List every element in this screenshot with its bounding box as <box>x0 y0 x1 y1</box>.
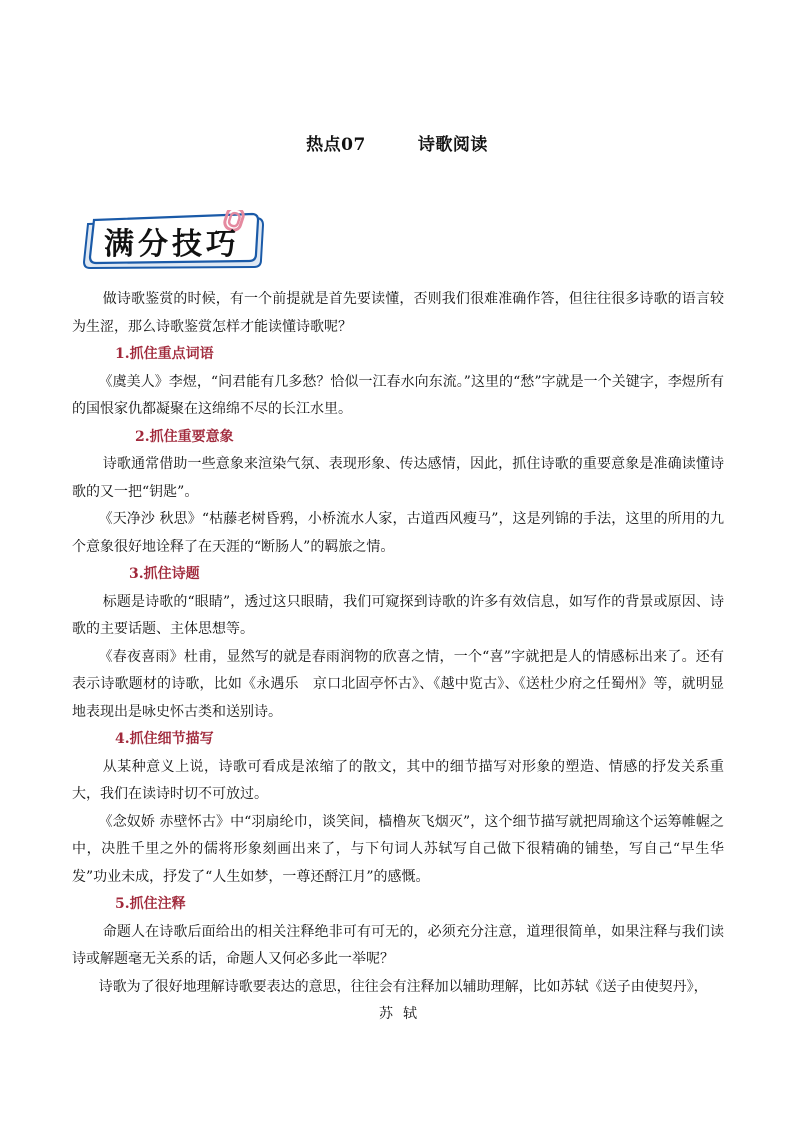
section-4-paragraph-2: 《念奴娇 赤壁怀古》中“羽扇纶巾，谈笑间，樯橹灰飞烟灭”，这个细节描写就把周瑜这个运筹帷幄之中，决胜千里之外的儒将形象刻画出来了，与下句词人苏轼写自己做下很精确的铺垫，写自己“早生华发”功业未成，抒发了“人生如梦，一尊还酹江月”的感慨。 <box>72 813 724 885</box>
section-2-paragraph-2: 《天净沙 秋思》“枯藤老树昏鸦，小桥流水人家，古道西风瘦马”，这是列锦的手法，这里的所用的九个意象很好地诠释了在天涯的“断肠人”的羁旅之情。 <box>72 511 724 555</box>
section-5-paragraph-1: 命题人在诗歌后面给出的相关注释绝非可有可无的，必须充分注意，道理很简单，如果注释与我们读诗或解题毫无关系的话，命题人又何必多此一举呢？ <box>72 923 724 967</box>
page-title <box>0 130 794 155</box>
section-1-paragraph-1: 《虞美人》李煜，“问君能有几多愁？恰似一江春水向东流。”这里的“愁”字就是一个关键字，李煜所有的国恨家仇都凝聚在这绵绵不尽的长江水里。 <box>72 373 724 417</box>
section-heading-1: 1.抓住重点词语 <box>115 346 214 362</box>
intro-paragraph: 做诗歌鉴赏的时候，有一个前提就是首先要读懂，否则我们很难准确作答，但往往很多诗歌的语言较为生涩，那么诗歌鉴赏怎样才能读懂诗歌呢？ <box>72 291 724 335</box>
section-3-paragraph-2: 《春夜喜雨》杜甫，显然写的就是春雨润物的欣喜之情，一个“喜”字就把是人的情感标出来了。还有表示诗歌题材的诗歌，比如《永遇乐 京口北固亭怀古》、《越中览古》、《送杜少府之任蜀州》等，就明显地表现出是咏史怀古类和送别诗。 <box>72 648 724 720</box>
article-body <box>72 286 724 1029</box>
section-heading-4: 4.抓住细节描写 <box>115 731 214 747</box>
badge-label: 满分技巧 <box>104 227 240 262</box>
section-heading-2: 2.抓住重要意象 <box>135 428 234 445</box>
section-5-paragraph-2: 诗歌为了很好地理解诗歌要表达的意思，往往会有注释加以辅助理解，比如苏轼《送子由使契丹》， <box>98 978 708 995</box>
section-heading-5: 5.抓住注释 <box>115 896 186 912</box>
section-3-paragraph-1: 标题是诗歌的“眼睛”，透过这只眼睛，我们可窥探到诗歌的许多有效信息，如写作的背景或原因、诗歌的主要话题、主体思想等。 <box>72 593 724 637</box>
title-code: 热点07 <box>306 135 366 155</box>
poem-author: 苏轼 <box>379 1006 427 1022</box>
section-2-paragraph-1: 诗歌通常借助一些意象来渲染气氛、表现形象、传达感情，因此，抓住诗歌的重要意象是准确读懂诗歌的又一把“钥匙”。 <box>72 456 724 500</box>
section-heading-3: 3.抓住诗题 <box>129 566 200 582</box>
title-topic: 诗歌阅读 <box>417 135 488 155</box>
section-4-paragraph-1: 从某种意义上说，诗歌可看成是浓缩了的散文，其中的细节描写对形象的塑造、情感的抒发关系重大，我们在读诗时切不可放过。 <box>72 758 724 802</box>
section-badge <box>80 210 260 266</box>
